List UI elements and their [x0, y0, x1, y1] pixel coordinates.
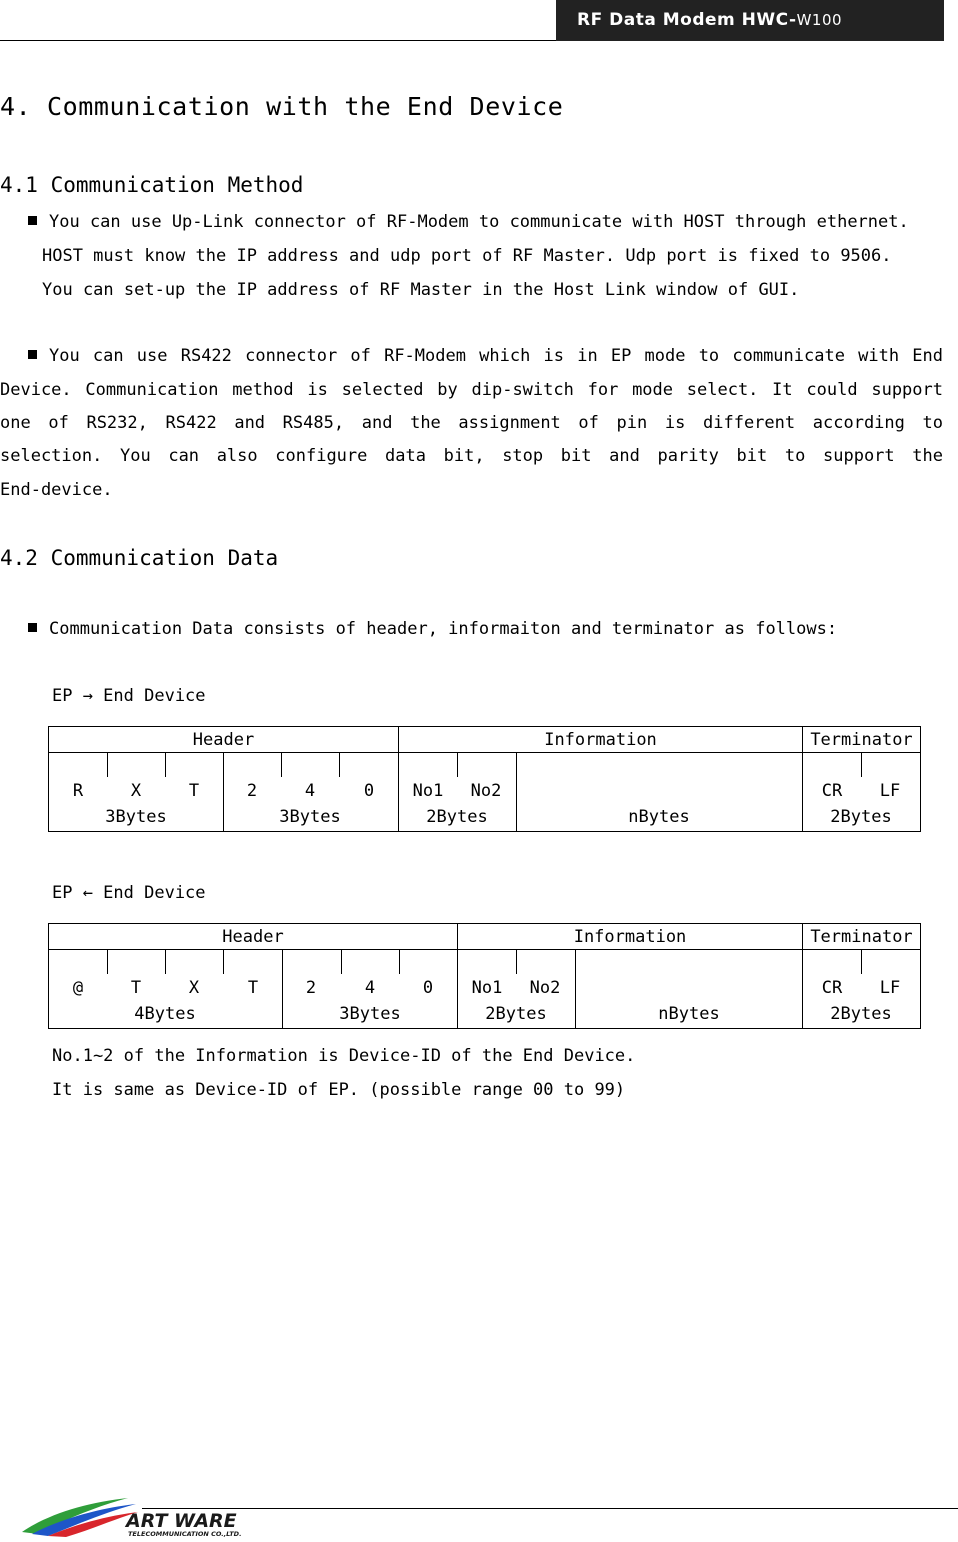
bullet-rs422-line4: selection. You can also configure data bit, stop bit and parity bit to support the — [0, 446, 943, 466]
table1-caption: EP → End Device — [52, 686, 206, 706]
header-digit: 2 — [305, 978, 317, 998]
col-information: Information — [458, 924, 803, 950]
terminator-char: LF — [879, 978, 901, 998]
header-digit: 0 — [363, 781, 375, 801]
bullet-uplink-line3: You can set-up the IP address of RF Master in the Host Link window of GUI. — [42, 280, 800, 300]
terminator-char: LF — [879, 781, 901, 801]
col-header: Header — [49, 924, 458, 950]
header-char: X — [130, 781, 142, 801]
header-char: @ — [72, 978, 84, 998]
header-size: 3Bytes — [279, 807, 341, 827]
col-header: Header — [49, 727, 399, 753]
header-cells — [49, 753, 398, 831]
col-terminator: Terminator — [803, 924, 921, 950]
note-line1: No.1~2 of the Information is Device-ID of the End Device. — [52, 1046, 636, 1066]
header-digit: 4 — [364, 978, 376, 998]
bullet-rs422-line3: one of RS232, RS422 and RS485, and the assignment of pin is different according to — [0, 413, 943, 433]
device-id-digit: No2 — [529, 978, 561, 998]
terminator-size: 2Bytes — [830, 807, 892, 827]
note-line2: It is same as Device-ID of EP. (possible range 00 to 99) — [52, 1080, 626, 1100]
bullet-uplink-line2: HOST must know the IP address and udp port of RF Master. Udp port is fixed to 9506. — [42, 246, 892, 266]
header-char: T — [188, 781, 200, 801]
svg-text:ART WARE: ART WARE — [126, 1510, 237, 1532]
terminator-size: 2Bytes — [830, 1004, 892, 1024]
company-logo — [18, 1494, 278, 1542]
header-char: X — [188, 978, 200, 998]
device-id-size: 2Bytes — [426, 807, 488, 827]
header-size: 3Bytes — [339, 1004, 401, 1024]
bullet-rs422-line1: You can use RS422 connector of RF-Modem which is in EP mode to communicate with End — [0, 346, 943, 366]
section-title: 4. Communication with the End Device — [0, 92, 564, 121]
header-cells — [49, 950, 457, 1028]
bullet-rs422-line5: End-device. — [0, 480, 113, 500]
header-size: 4Bytes — [134, 1004, 196, 1024]
information-cells — [399, 753, 802, 831]
terminator-cells — [803, 950, 920, 1028]
device-id-size: 2Bytes — [485, 1004, 547, 1024]
bullet-uplink: You can use Up-Link connector of RF-Modem to communicate with HOST through ethernet. — [28, 212, 909, 232]
information-cells — [458, 950, 802, 1028]
device-id-digit: No1 — [471, 978, 503, 998]
bullet-data-format: Communication Data consists of header, informaiton and terminator as follows: — [28, 619, 837, 639]
terminator-cells — [803, 753, 920, 831]
col-terminator: Terminator — [803, 727, 921, 753]
bullet-rs422-line2: Device. Communication method is selected by dip-switch for mode select. It could support — [0, 380, 943, 400]
header-char: T — [130, 978, 142, 998]
table2-caption: EP ← End Device — [52, 883, 206, 903]
data-size: nBytes — [628, 807, 690, 827]
header-size: 3Bytes — [105, 807, 167, 827]
device-id-digit: No1 — [412, 781, 444, 801]
product-model: W100 — [796, 11, 843, 29]
svg-text:TELECOMMUNICATION CO.,LTD.: TELECOMMUNICATION CO.,LTD. — [128, 1530, 242, 1538]
data-size: nBytes — [658, 1004, 720, 1024]
subsection-method-title: 4.1 Communication Method — [0, 173, 304, 197]
header-digit: 0 — [422, 978, 434, 998]
col-information: Information — [399, 727, 803, 753]
document-header — [556, 0, 944, 41]
header-digit: 2 — [246, 781, 258, 801]
bullet-icon — [28, 216, 37, 225]
product-name: RF Data Modem HWC- — [577, 10, 797, 30]
bullet-icon — [28, 623, 37, 632]
header-char: T — [247, 978, 259, 998]
bullet-icon — [28, 350, 37, 359]
device-id-digit: No2 — [470, 781, 502, 801]
artware-swoosh-icon — [18, 1494, 278, 1538]
frame-table-device-to-ep — [48, 923, 921, 1029]
subsection-data-title: 4.2 Communication Data — [0, 546, 279, 570]
header-digit: 4 — [304, 781, 316, 801]
header-char: R — [72, 781, 84, 801]
terminator-char: CR — [821, 781, 843, 801]
frame-table-ep-to-device — [48, 726, 921, 832]
terminator-char: CR — [821, 978, 843, 998]
